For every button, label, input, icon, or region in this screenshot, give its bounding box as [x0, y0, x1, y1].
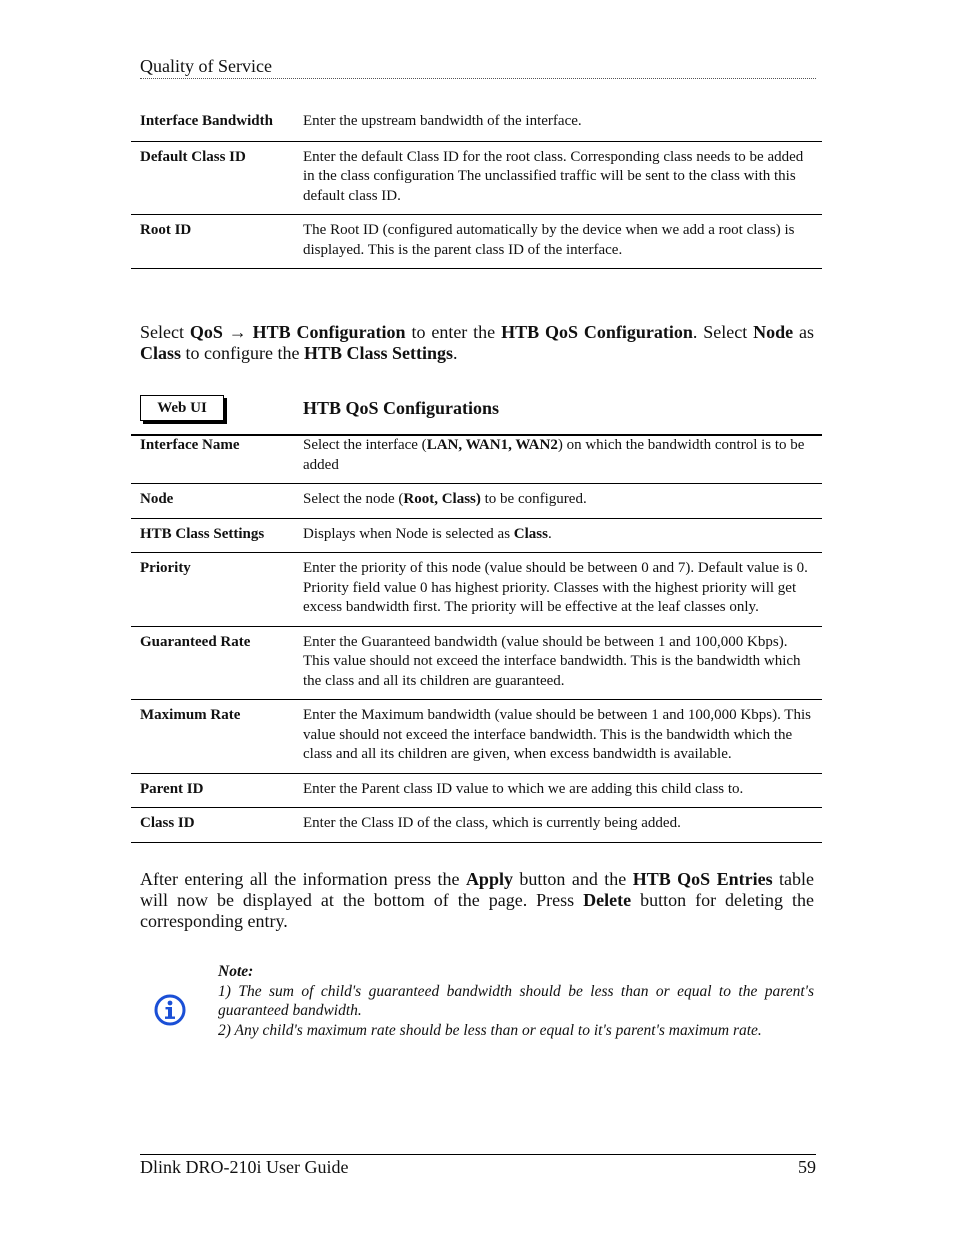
table-row — [131, 215, 822, 269]
field-description: Enter the priority of this node (value should be between 0 and 7). Default value is 0. Priority field value 0 has highest priority. Classes with the highest priority will get excess bandwidth first. The priority will be effective at the leaf classes only. — [303, 553, 822, 627]
note-line: 2) Any child's maximum rate should be less than or equal to it's parent's maximum rate. — [218, 1021, 762, 1039]
field-label: HTB Class Settings — [131, 518, 303, 553]
page-footer — [140, 1154, 816, 1178]
table-row — [131, 436, 822, 484]
page-number: 59 — [798, 1157, 816, 1177]
table-row — [131, 808, 822, 843]
field-description: The Root ID (configured automatically by the device when we add a root class) is displayed. This is the parent class ID of the interface. — [303, 215, 822, 269]
note-title: Note: — [218, 963, 254, 980]
info-icon — [154, 994, 186, 1026]
field-description: Enter the upstream bandwidth of the interface. — [303, 112, 822, 141]
running-header: Quality of Service — [140, 56, 816, 79]
intro-paragraph: Select QoS → HTB Configuration to enter the HTB QoS Configuration. Select Node as Class to configure the HTB Class Settings. — [140, 322, 815, 363]
bandwidth-settings-table — [131, 112, 822, 269]
field-label: Interface Name — [131, 436, 303, 484]
field-label: Parent ID — [131, 773, 303, 808]
table-row — [131, 518, 822, 553]
table-row — [131, 553, 822, 627]
field-label: Priority — [131, 553, 303, 627]
table-row — [131, 773, 822, 808]
field-label: Interface Bandwidth — [131, 112, 303, 141]
field-label: Node — [131, 484, 303, 519]
htb-qos-table — [131, 436, 822, 843]
field-description: Select the interface (LAN, WAN1, WAN2) on which the bandwidth control is to be added — [303, 436, 822, 484]
field-description: Select the node (Root, Class) to be configured. — [303, 484, 822, 519]
table-row — [131, 112, 822, 141]
table-row — [131, 484, 822, 519]
section-title: HTB QoS Configurations — [303, 398, 500, 418]
field-label: Class ID — [131, 808, 303, 843]
web-ui-badge: Web UI — [140, 395, 224, 421]
note-block — [218, 962, 814, 1040]
table-row — [131, 141, 822, 215]
field-description: Enter the Class ID of the class, which is currently being added. — [303, 808, 822, 843]
field-description: Enter the Maximum bandwidth (value should be between 1 and 100,000 Kbps). This value should not exceed the interface bandwidth. This is the bandwidth which the class and all its children are given, when excess bandwidth is available. — [303, 700, 822, 774]
field-description: Enter the Guaranteed bandwidth (value should be between 1 and 100,000 Kbps). This value should not exceed the interface bandwidth. This is the bandwidth which the class and all its children are guaranteed. — [303, 626, 822, 700]
after-paragraph: After entering all the information press the Apply button and the HTB QoS Entries table will now be displayed at the bottom of the page. Press Delete button for deleting the corresponding entry. — [140, 869, 814, 931]
table-row — [131, 626, 822, 700]
field-label: Maximum Rate — [131, 700, 303, 774]
field-label: Root ID — [131, 215, 303, 269]
field-label: Guaranteed Rate — [131, 626, 303, 700]
field-description: Enter the Parent class ID value to which we are adding this child class to. — [303, 773, 822, 808]
field-description: Enter the default Class ID for the root class. Corresponding class needs to be added in the class configuration The unclassified traffic will be sent to the class with this default class ID. — [303, 141, 822, 215]
table-row — [131, 700, 822, 774]
field-description: Displays when Node is selected as Class. — [303, 518, 822, 553]
note-line: 1) The sum of child's guaranteed bandwidth should be less than or equal to the parent's guaranteed bandwidth. — [218, 982, 814, 1019]
guide-title: Dlink DRO-210i User Guide — [140, 1157, 349, 1177]
field-label: Default Class ID — [131, 141, 303, 215]
